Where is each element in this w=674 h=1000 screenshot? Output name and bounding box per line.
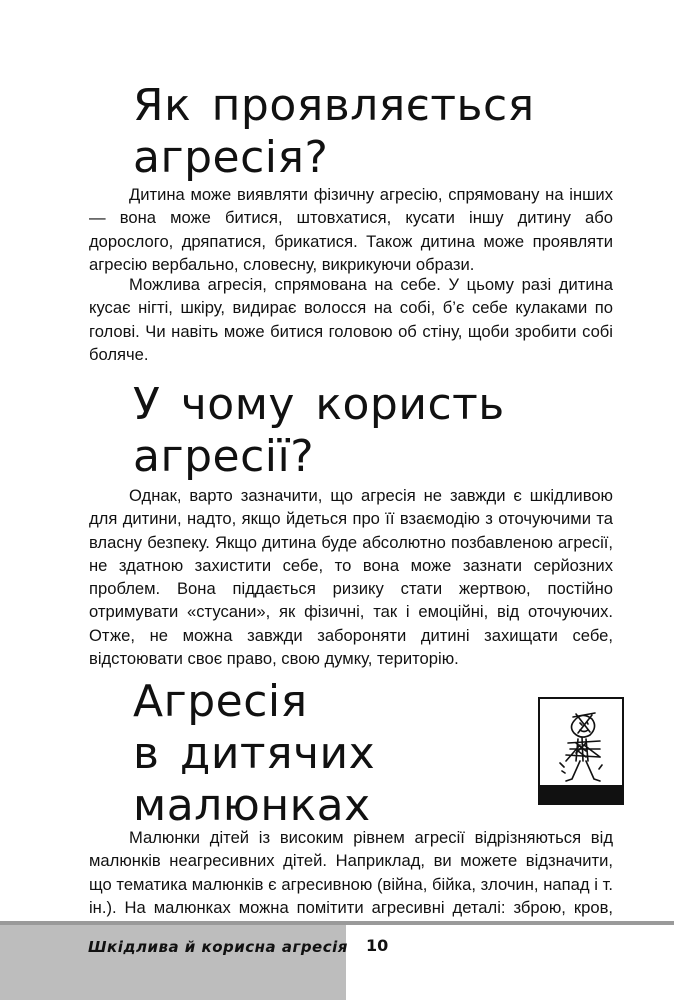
child-drawing-icon <box>540 699 622 785</box>
paragraph: Можлива агресія, спрямована на себе. У цьому разі дитина кусає нігті, шкіру, видирає волосся на собі, б’є себе кулаками по голові. Чи навіть може битися головою об стіну, щоби зробити собі боляче. <box>89 275 613 364</box>
section-1-heading <box>133 80 535 184</box>
heading-line: агресія? <box>133 132 329 183</box>
paragraph: Дитина може виявляти фізичну агресію, спрямовану на інших — вона може битися, штовхатися, кусати іншу дитину або дорослого, дряпатися, брикатися. Також дитина може проявляти агресію вербально, словесну, викрикуючи образи. <box>89 185 613 274</box>
footer-tab <box>0 925 346 1000</box>
heading-line: Як проявляється <box>133 80 535 131</box>
heading-line: Агресія <box>133 676 308 727</box>
heading-line: агресії? <box>133 431 315 482</box>
section-3-heading <box>133 676 375 832</box>
child-drawing-figure <box>538 697 624 805</box>
heading-line: У чому користь <box>133 379 505 430</box>
page-number: 10 <box>366 936 389 955</box>
figure-ground-bar <box>540 785 622 803</box>
section-2-heading <box>133 379 505 483</box>
heading-line: в дитячих <box>133 728 376 779</box>
running-footer-title: Шкідлива й корисна агресія <box>88 938 348 956</box>
paragraph: Однак, варто зазначити, що агресія не завжди є шкідливою для дитини, надто, якщо йдеться про її взаємодію з оточуючими та власну безпеку. Якщо дитина буде абсолютно позбавленою агресії, не здатною захистити себе, то вона може зазнати серйозних проблем. Вона піддається ризику стати жертвою, постійно отримувати «стусани», як фізичні, так і емоційні, від оточуючих. Отже, не можна завжди забороняти дитині захищати себе, відстоювати своє право, свою думку, територію. <box>89 486 613 669</box>
heading-line: малюнках <box>133 780 371 831</box>
paragraph: Малюнки дітей із високим рівнем агресії відрізняються від малюнків неагресивних дітей. Наприклад, ви можете відзначити, що тематика малюнків є агресивною (війна, бійка, злочин, напад і т. ін.). На малюнках можна помітити агресивні деталі: зброю, кров, <box>89 828 613 917</box>
